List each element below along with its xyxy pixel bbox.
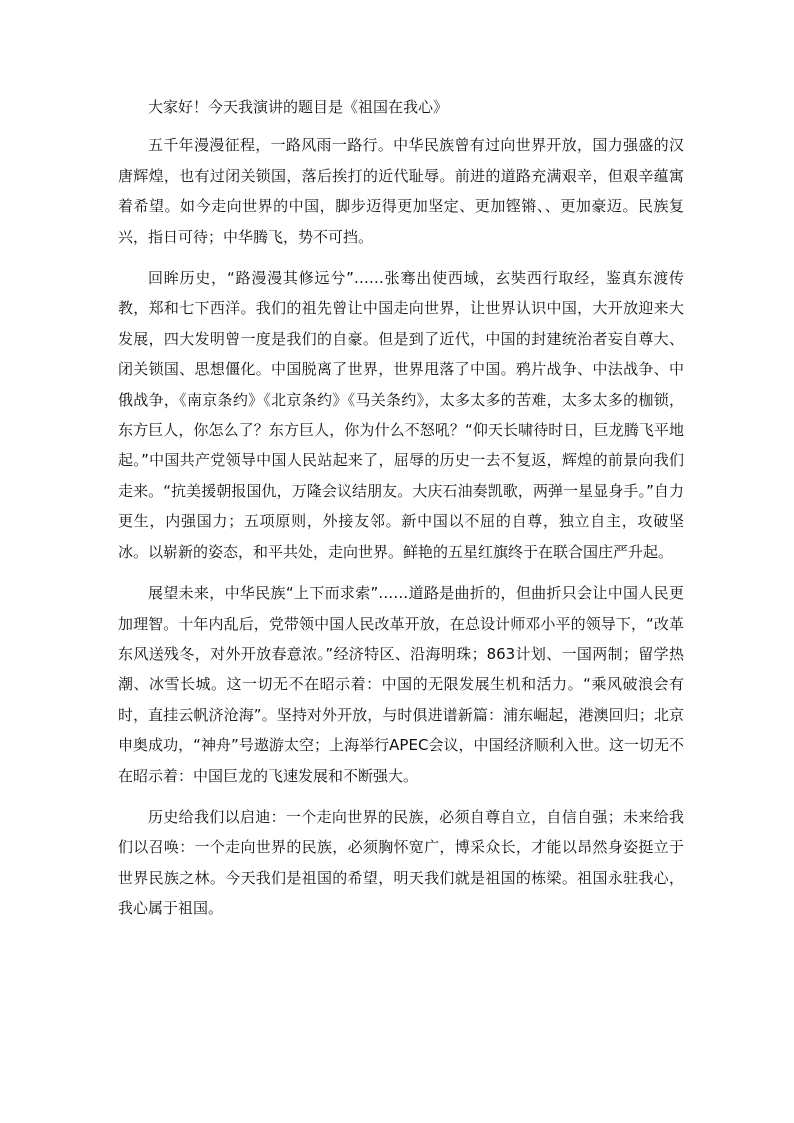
speech-opening: 大家好！今天我演讲的题目是《祖国在我心》 — [148, 98, 449, 116]
paragraph-future: 展望未来，中华民族“上下而求索”……道路是曲折的，但曲折只会让中国人民更加理智。十年内乱后，党带领中国人民改革开放，在总设计师邓小平的领导下，“改革东风送残冬，对外开放春意浓。”经济特区、沿海明珠；863计划、一国两制；留学热潮、冰雪长城。这一切无不在昭示着：中国的无限发展生机和活力。“乘风破浪会有时，直挂云帆济沧海”。坚持对外开放，与时俱进谱新篇：浦东崛起，港澳回归；北京申奥成功，“神舟”号遨游太空；上海举行APEC会议，中国经济顺利入世。这一切无不在昭示着：中国巨龙的飞速发展和不断强大。 — [118, 584, 684, 785]
paragraph-introduction: 五千年漫漫征程，一路风雨一路行。中华民族曾有过向世界开放，国力强盛的汉唐辉煌，也有过闭关锁国，落后挨打的近代耻辱。前进的道路充满艰辛，但艰辛蕴寓着希望。如今走向世界的中国，脚步迈得更加坚定、更加铿锵、、更加豪迈。民族复兴，指日可待；中华腾飞，势不可挡。 — [118, 136, 684, 246]
paragraph-history: 回眸历史，“路漫漫其修远兮”……张骞出使西域，玄奘西行取经，鉴真东渡传教，郑和七下西洋。我们的祖先曾让中国走向世界，让世界认识中国，大开放迎来大发展，四大发明曾一度是我们的自豪。但是到了近代，中国的封建统治者妄自尊大、闭关锁国、思想僵化。中国脱离了世界，世界甩落了中国。鸦片战争、中法战争、中俄战争，《南京条约》《北京条约》《马关条约》，太多太多的苦难，太多太多的枷锁，东方巨人，你怎么了？东方巨人，你为什么不怒吼？“仰天长啸待时日，巨龙腾飞平地起。”中国共产党领导中国人民站起来了，屈辱的历史一去不复返，辉煌的前景向我们走来。“抗美援朝报国仇，万隆会议结朋友。大庆石油奏凯歌，两弹一星显身手。”自力更生，内强国力；五项原则，外接友邻。新中国以不屈的自尊，独立自主，攻破坚冰。以崭新的姿态，和平共处，走向世界。鲜艳的五星红旗终于在联合国庄严升起。 — [118, 269, 684, 561]
speech-body — [118, 92, 684, 935]
paragraph-conclusion: 历史给我们以启迪：一个走向世界的民族，必须自尊自立，自信自强；未来给我们以召唤：一个走向世界的民族，必须胸怀宽广，博采众长，才能以昂然身姿挺立于世界民族之林。今天我们是祖国的希望，明天我们就是祖国的栋梁。祖国永驻我心，我心属于祖国。 — [118, 807, 684, 918]
